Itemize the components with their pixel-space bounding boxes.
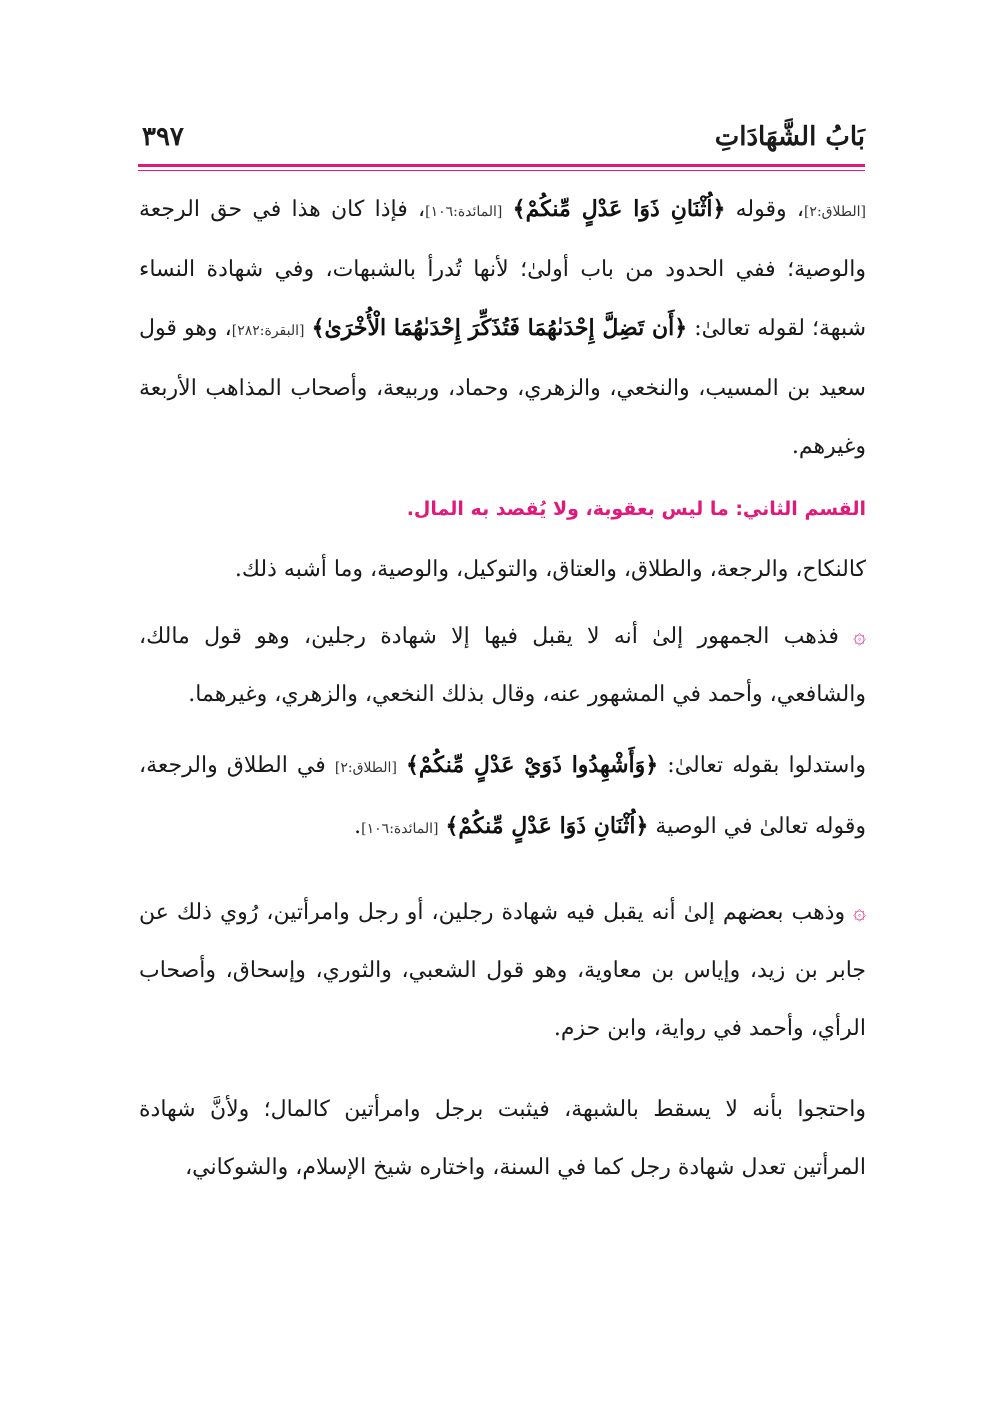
quran-reference: [البقرة:٢٨٢]: [231, 323, 305, 339]
paragraph-4: [139, 736, 866, 858]
section-heading: القسم الثاني: ما ليس بعقوبة، ولا يُقصد به المال.: [406, 498, 866, 520]
page-number: ٣٩٧: [142, 122, 184, 152]
chapter-title: بَابُ الشَّهَادَاتِ: [714, 122, 865, 152]
quran-reference: [المائدة:١٠٦]: [361, 821, 439, 837]
paragraph-6: [139, 1081, 866, 1197]
ornament-bullet-icon: ۞: [853, 624, 866, 649]
paragraph-2: [139, 541, 866, 599]
header-rule-thin: [138, 170, 865, 171]
body-text: كالنكاح، والرجعة، والطلاق، والعتاق، والتوكيل، والوصية، وما أشبه ذلك.: [234, 557, 866, 582]
body-text: ، فإذا كان هذا في حق الرجعة والوصية؛ ففي الحدود من باب أولىٰ؛ لأنها تُدرأ بالشبهات، وفي شهادة النساء شبهة؛ لقوله تعالىٰ:: [139, 197, 867, 341]
quran-verse: ﴿أَن تَضِلَّ إِحْدَىٰهُمَا فَتُذَكِّرَ إِحْدَىٰهُمَا الْأُخْرَىٰ﴾: [311, 315, 688, 341]
body-text: فذهب الجمهور إلىٰ أنه لا يقبل فيها إلا شهادة رجلين، وهو قول مالك، والشافعي، وأحمد في المشهور عنه، وقال بذلك النخعي، والزهري، وغيرهما.: [139, 624, 866, 707]
paragraph-3: [139, 608, 866, 724]
quran-reference: [المائدة:١٠٦]: [425, 204, 503, 220]
quran-verse: ﴿اُثْنَانِ ذَوَا عَدْلٍ مِّنكُمْ﴾: [445, 813, 649, 839]
body-text: .: [354, 814, 362, 839]
quran-verse: ﴿اُثْنَانِ ذَوَا عَدْلٍ مِّنكُمْ﴾: [512, 196, 726, 222]
body-text: ، وقوله: [725, 197, 804, 222]
body-text: واحتجوا بأنه لا يسقط بالشبهة، فيثبت برجل وامرأتين كالمال؛ ولأنَّ شهادة المرأتين تعدل شهادة رجل كما في السنة، واختاره شيخ الإسلام، والشوكاني،: [139, 1097, 866, 1180]
header-rule-thick: [138, 164, 865, 167]
page-header: [138, 118, 865, 162]
body-text: ، وهو قول سعيد بن المسيب، والنخعي، والزهري، وحماد، وربيعة، وأصحاب المذاهب الأربعة وغيرهم.: [139, 316, 866, 459]
paragraph-1: [139, 180, 866, 476]
quran-verse: ﴿وَأَشْهِدُوا ذَوَيْ عَدْلٍ مِّنكُمْ﴾: [406, 752, 659, 778]
body-text: واستدلوا بقوله تعالىٰ:: [658, 753, 867, 778]
body-text: في الطلاق والرجعة، وقوله تعالىٰ في الوصية: [139, 753, 866, 839]
body-text: وذهب بعضهم إلىٰ أنه يقبل فيه شهادة رجلين، أو رجل وامرأتين، رُوي ذلك عن جابر بن زيد، وإياس بن معاوية، وهو قول الشعبي، والثوري، وإسحاق، وأصحاب الرأي، وأحمد في رواية، وابن حزم.: [139, 900, 866, 1041]
ornament-bullet-icon: ۞: [853, 900, 866, 925]
quran-reference: [الطلاق:٢]: [334, 760, 397, 776]
quran-reference: [الطلاق:٢]: [803, 204, 866, 220]
paragraph-5: [139, 884, 866, 1058]
